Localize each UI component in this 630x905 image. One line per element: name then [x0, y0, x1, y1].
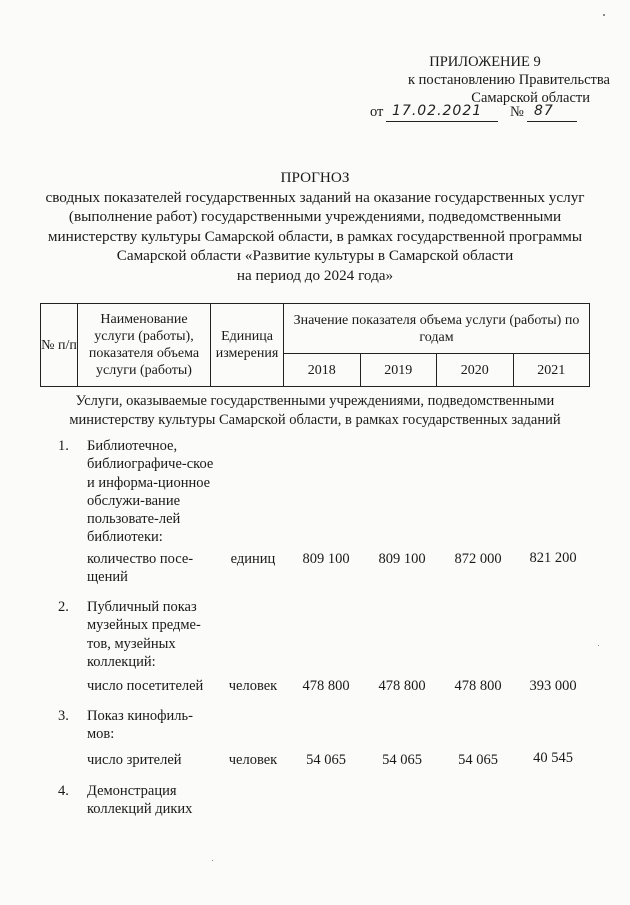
- service-1-unit: единиц: [230, 551, 276, 567]
- scan-speck: [212, 860, 213, 861]
- service-2-name: Публичный показ музейных предме-тов, музейных коллекций:: [87, 599, 201, 670]
- year-2018: 2018: [284, 354, 361, 387]
- header-unit: Единица измерения: [211, 304, 284, 387]
- document-title: [35, 168, 595, 285]
- scan-speck: [598, 645, 599, 646]
- appendix-line-2: Самарской области: [471, 90, 590, 106]
- service-1-num: 1.: [58, 438, 69, 454]
- number-value: 87: [534, 103, 554, 119]
- appendix-line-1: к постановлению Правительства: [408, 72, 610, 88]
- title-line-1: сводных показателей государственных заданий на оказание государственных услуг: [45, 188, 585, 206]
- section-title: [40, 392, 590, 430]
- title-line-3: министерству культуры Самарской области, в рамках государственной программы: [47, 227, 583, 245]
- service-2-value-2021: 393 000: [529, 678, 577, 694]
- section-title-line-2: министерству культуры Самарской области, в рамках государственных заданий: [69, 412, 561, 428]
- service-3-indicator: число зрителей: [87, 752, 182, 768]
- year-2021: 2021: [513, 354, 590, 387]
- service-1-value-2021: 821 200: [529, 550, 577, 566]
- service-4-num: 4.: [58, 783, 69, 799]
- date-prefix: от: [370, 104, 384, 120]
- scan-speck: [603, 14, 605, 16]
- service-2-indicator: число посетителей: [87, 678, 204, 694]
- service-3-value-2021: 40 545: [533, 750, 573, 766]
- year-2020: 2020: [437, 354, 514, 387]
- title-line-4: Самарской области «Развитие культуры в Самарской области: [116, 247, 514, 264]
- header-values: Значение показателя объема услуги (работы) по годам: [284, 304, 590, 354]
- service-3-value-2019: 54 065: [382, 752, 422, 768]
- date-underline: [386, 121, 498, 122]
- service-2-num: 2.: [58, 599, 69, 615]
- service-1-indicator: количество посе-щений: [87, 551, 194, 586]
- number-underline: [527, 121, 577, 122]
- appendix-block: [300, 53, 610, 107]
- service-2-value-2018: 478 800: [302, 678, 350, 694]
- title-line-5: на период до 2024 года»: [236, 266, 394, 284]
- service-3-value-2018: 54 065: [306, 752, 346, 768]
- title-line-2: (выполнение работ) государственными учреждениями, подведомственными: [68, 208, 562, 225]
- service-1-value-2019: 809 100: [378, 551, 426, 567]
- service-4-name: Демонстрация коллекций диких: [87, 783, 193, 818]
- service-3-value-2020: 54 065: [458, 752, 498, 768]
- service-1-name: Библиотечное, библиографиче-ское и информа-ционное обслужи-вание пользовате-лей библиотеки:: [87, 438, 214, 546]
- service-2-value-2019: 478 800: [378, 678, 426, 694]
- header-num: № п/п: [41, 304, 78, 387]
- service-2-value-2020: 478 800: [454, 678, 502, 694]
- service-3-unit: человек: [228, 752, 278, 768]
- header-name: Наименование услуги (работы), показателя объема услуги (работы): [78, 304, 211, 387]
- section-title-line-1: Услуги, оказываемые государственными учреждениями, подведомственными: [75, 393, 555, 409]
- appendix-title: ПРИЛОЖЕНИЕ 9: [429, 54, 541, 70]
- number-prefix: №: [510, 104, 524, 120]
- service-3-name: Показ кинофиль-мов:: [87, 708, 193, 743]
- service-1-value-2020: 872 000: [454, 551, 502, 567]
- year-2019: 2019: [360, 354, 437, 387]
- document-heading: ПРОГНОЗ: [280, 169, 350, 186]
- service-1-value-2018: 809 100: [302, 551, 350, 567]
- date-value: 17.02.2021: [392, 103, 483, 119]
- table-header: [40, 303, 590, 387]
- service-2-unit: человек: [228, 678, 278, 694]
- service-3-num: 3.: [58, 708, 69, 724]
